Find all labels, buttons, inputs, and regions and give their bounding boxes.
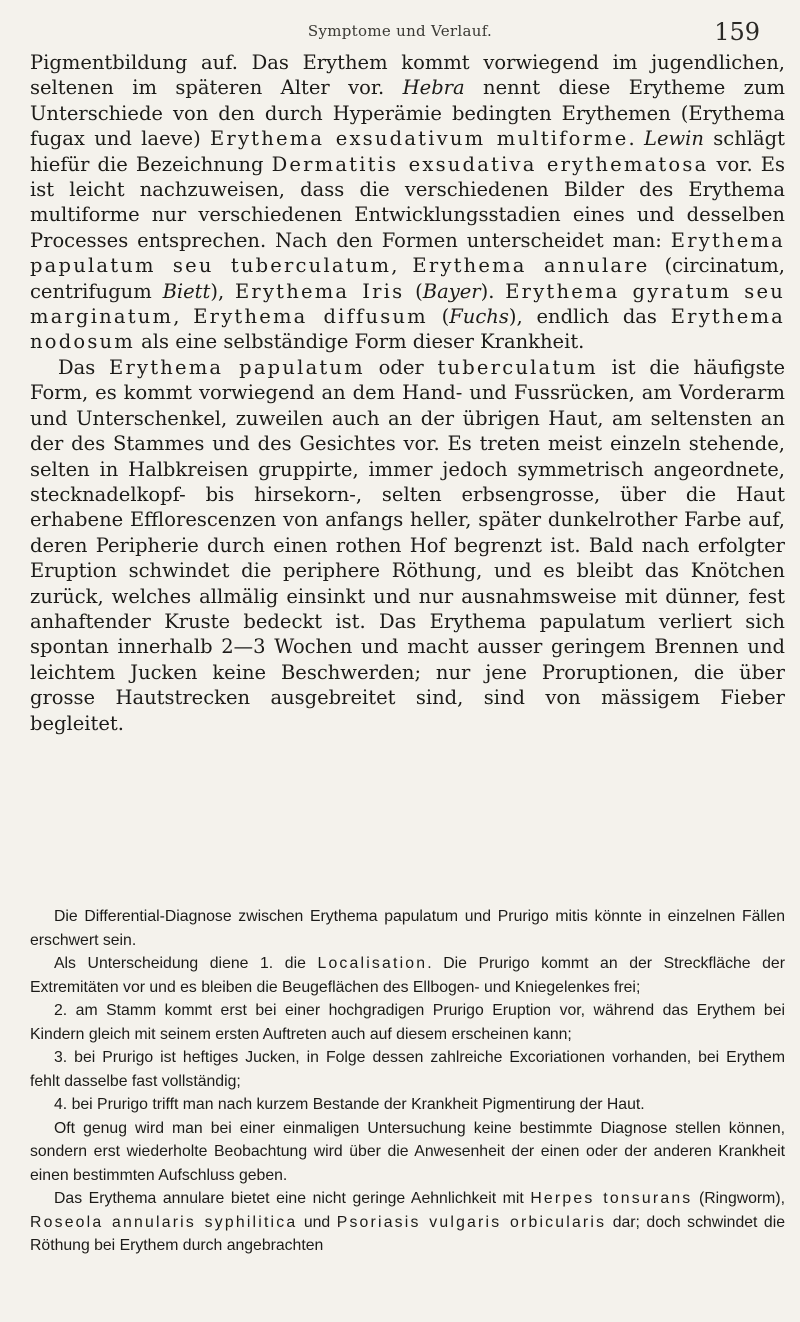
text-run: nennt diese Erytheme zum Unterschiede von den durch Hyperämie bedingten Erythemen (Erythema fugax und laeve) [30,76,785,151]
text-run: schlägt hiefür die Bezeichnung [30,127,785,176]
text-run: oder [364,355,438,379]
note-pigmentation: 4. bei Prurigo trifft man nach kurzem Bestande der Krankheit Pigmentirung der Haut. [54,1096,645,1113]
text-run: ), endlich das [508,305,671,329]
paragraph-erythema-forms [30,50,785,355]
term: Erythema annulare [412,254,650,278]
page-number: 159 [714,18,760,46]
author-name: Bayer [422,279,481,303]
author-name: Fuchs [449,305,509,329]
term: Erythema exsudativum multiforme [210,127,629,151]
text-run: . Die Prurigo kommt an der Streckfläche der Extremitäten vor und es bleiben die Beugeflächen des Ellbogen- und Kniegelenkes frei; [30,955,785,996]
text-run: , [391,254,413,278]
text-run: als eine selbständige Form dieser Krankheit. [134,330,585,354]
note-observation: Oft genug wird man bei einer einmaligen Untersuchung keine bestimmte Diagnose stellen können, sondern erst wiederholte Beobachtung wird über die Anwesenheit der einen oder der anderen Krankheit einen bestimmten Aufschluss geben. [30,1119,785,1184]
text-run: Das Erythema annulare bietet eine nicht geringe Aehnlichkeit mit [54,1190,531,1207]
note-annulare [30,1187,785,1258]
small-print-notes [30,905,785,1258]
text-run: ( [404,279,423,303]
running-head: Symptome und Verlauf. [307,22,493,40]
author-name: Lewin [644,127,704,151]
term: Erythema nodosum [30,305,785,354]
author-name: Hebra [402,76,465,100]
term: Psoriasis vulgaris orbicularis [336,1213,607,1231]
text-run: ist die häufigste Form, es kommt vorwiegend an dem Hand- und Fussrücken, am Vorderarm und Unterschenkel, zuweilen auch an der übrigen Haut, am seltensten an der des Stammes und des Gesichtes vor. Es treten meist einzeln stehende, selten in Halbkreisen gruppirte, immer jedoch symmetrisch angeordnete, stecknadelkopf- bis hirsekorn-, selten erbsengrosse, über die Haut erhabene Efflorescenzen von anfangs heller, später dunkelrother Farbe auf, deren Peripherie durch einen rothen Hof begrenzt ist. Bald nach erfolgter Eruption schwindet die peripherе Röthung, und es bleibt das Knötchen zurück, welches allmälig einsinkt und nur ausnahmsweise mit dünner, fest anhaftender Kruste bedeckt ist. Das Erythema papulatum verliert sich spontan innerhalb 2—3 Wochen und macht ausser geringem Brennen und leichtem Jucken keine Beschwerden; nur jene Proruptionen, die über grosse Hautstrecken ausgebreitet sind, sind von mässigem Fieber begleitet. [30,355,785,735]
note-differential-diagnosis: Die Differential-Diagnose zwischen Erythema papulatum und Prurigo mitis könnte in einzelnen Fällen erschwert sein. [30,908,785,949]
term: Dermatitis exsudativa erythematosa [271,152,709,176]
note-localisation [30,952,785,999]
term: Erythema papulatum seu tuberculatum [30,228,785,278]
note-itching: 3. bei Prurigo ist heftiges Jucken, in Folge dessen zahlreiche Excoriationen vorhanden, bei Erythem fehlt dasselbe fast vollständig; [30,1049,785,1090]
text-run: (Ringworm), [692,1190,785,1207]
text-run: (circinatum, centrifugum [30,254,785,303]
text-run: ), [210,279,235,303]
text-run: Pigmentbildung auf. Das Erythem kommt vorwiegend im jugendlichen, seltenen im späteren Alter vor. [30,51,785,100]
text-run: , [173,305,194,329]
text-run: ). [480,279,506,303]
term: Localisation [317,955,428,972]
term: Roseola annularis syphilitica [30,1213,298,1231]
term: Erythema diffusum [193,305,428,329]
text-run: und [297,1213,337,1231]
term: Erythema gyratum seu marginatum [30,279,785,329]
note-trunk: 2. am Stamm kommt erst bei einer hochgradigen Prurigo Eruption vor, während das Erythem bei Kindern gleich mit seinem ersten Auftreten auch auf diesem erscheinen kann; [30,1002,785,1043]
main-text [30,50,785,736]
term: Erythema papulatum [109,355,365,379]
text-run: vor. Es ist leicht nachzuweisen, dass die verschiedenen Bilder des Erythema multiforme nur verschiedenen Entwicklungsstadien eines und desselben Processes entsprechen. Nach den Formen unterscheidet man: [30,152,785,252]
term: Erythema Iris [234,279,405,303]
term: tuberculatum [437,355,598,379]
text-run: . [628,127,644,151]
text-run: ( [427,305,450,329]
term: Herpes tonsurans [530,1190,693,1207]
author-name: Biett [162,279,211,303]
text-run: Als Unterscheidung diene 1. die [54,955,318,972]
paragraph-erythema-papulatum [30,355,785,736]
text-run: dar; doch schwindet die Röthung bei Erythem durch angebrachten [30,1213,785,1254]
text-run: Das [58,355,110,379]
page-header [0,18,800,48]
